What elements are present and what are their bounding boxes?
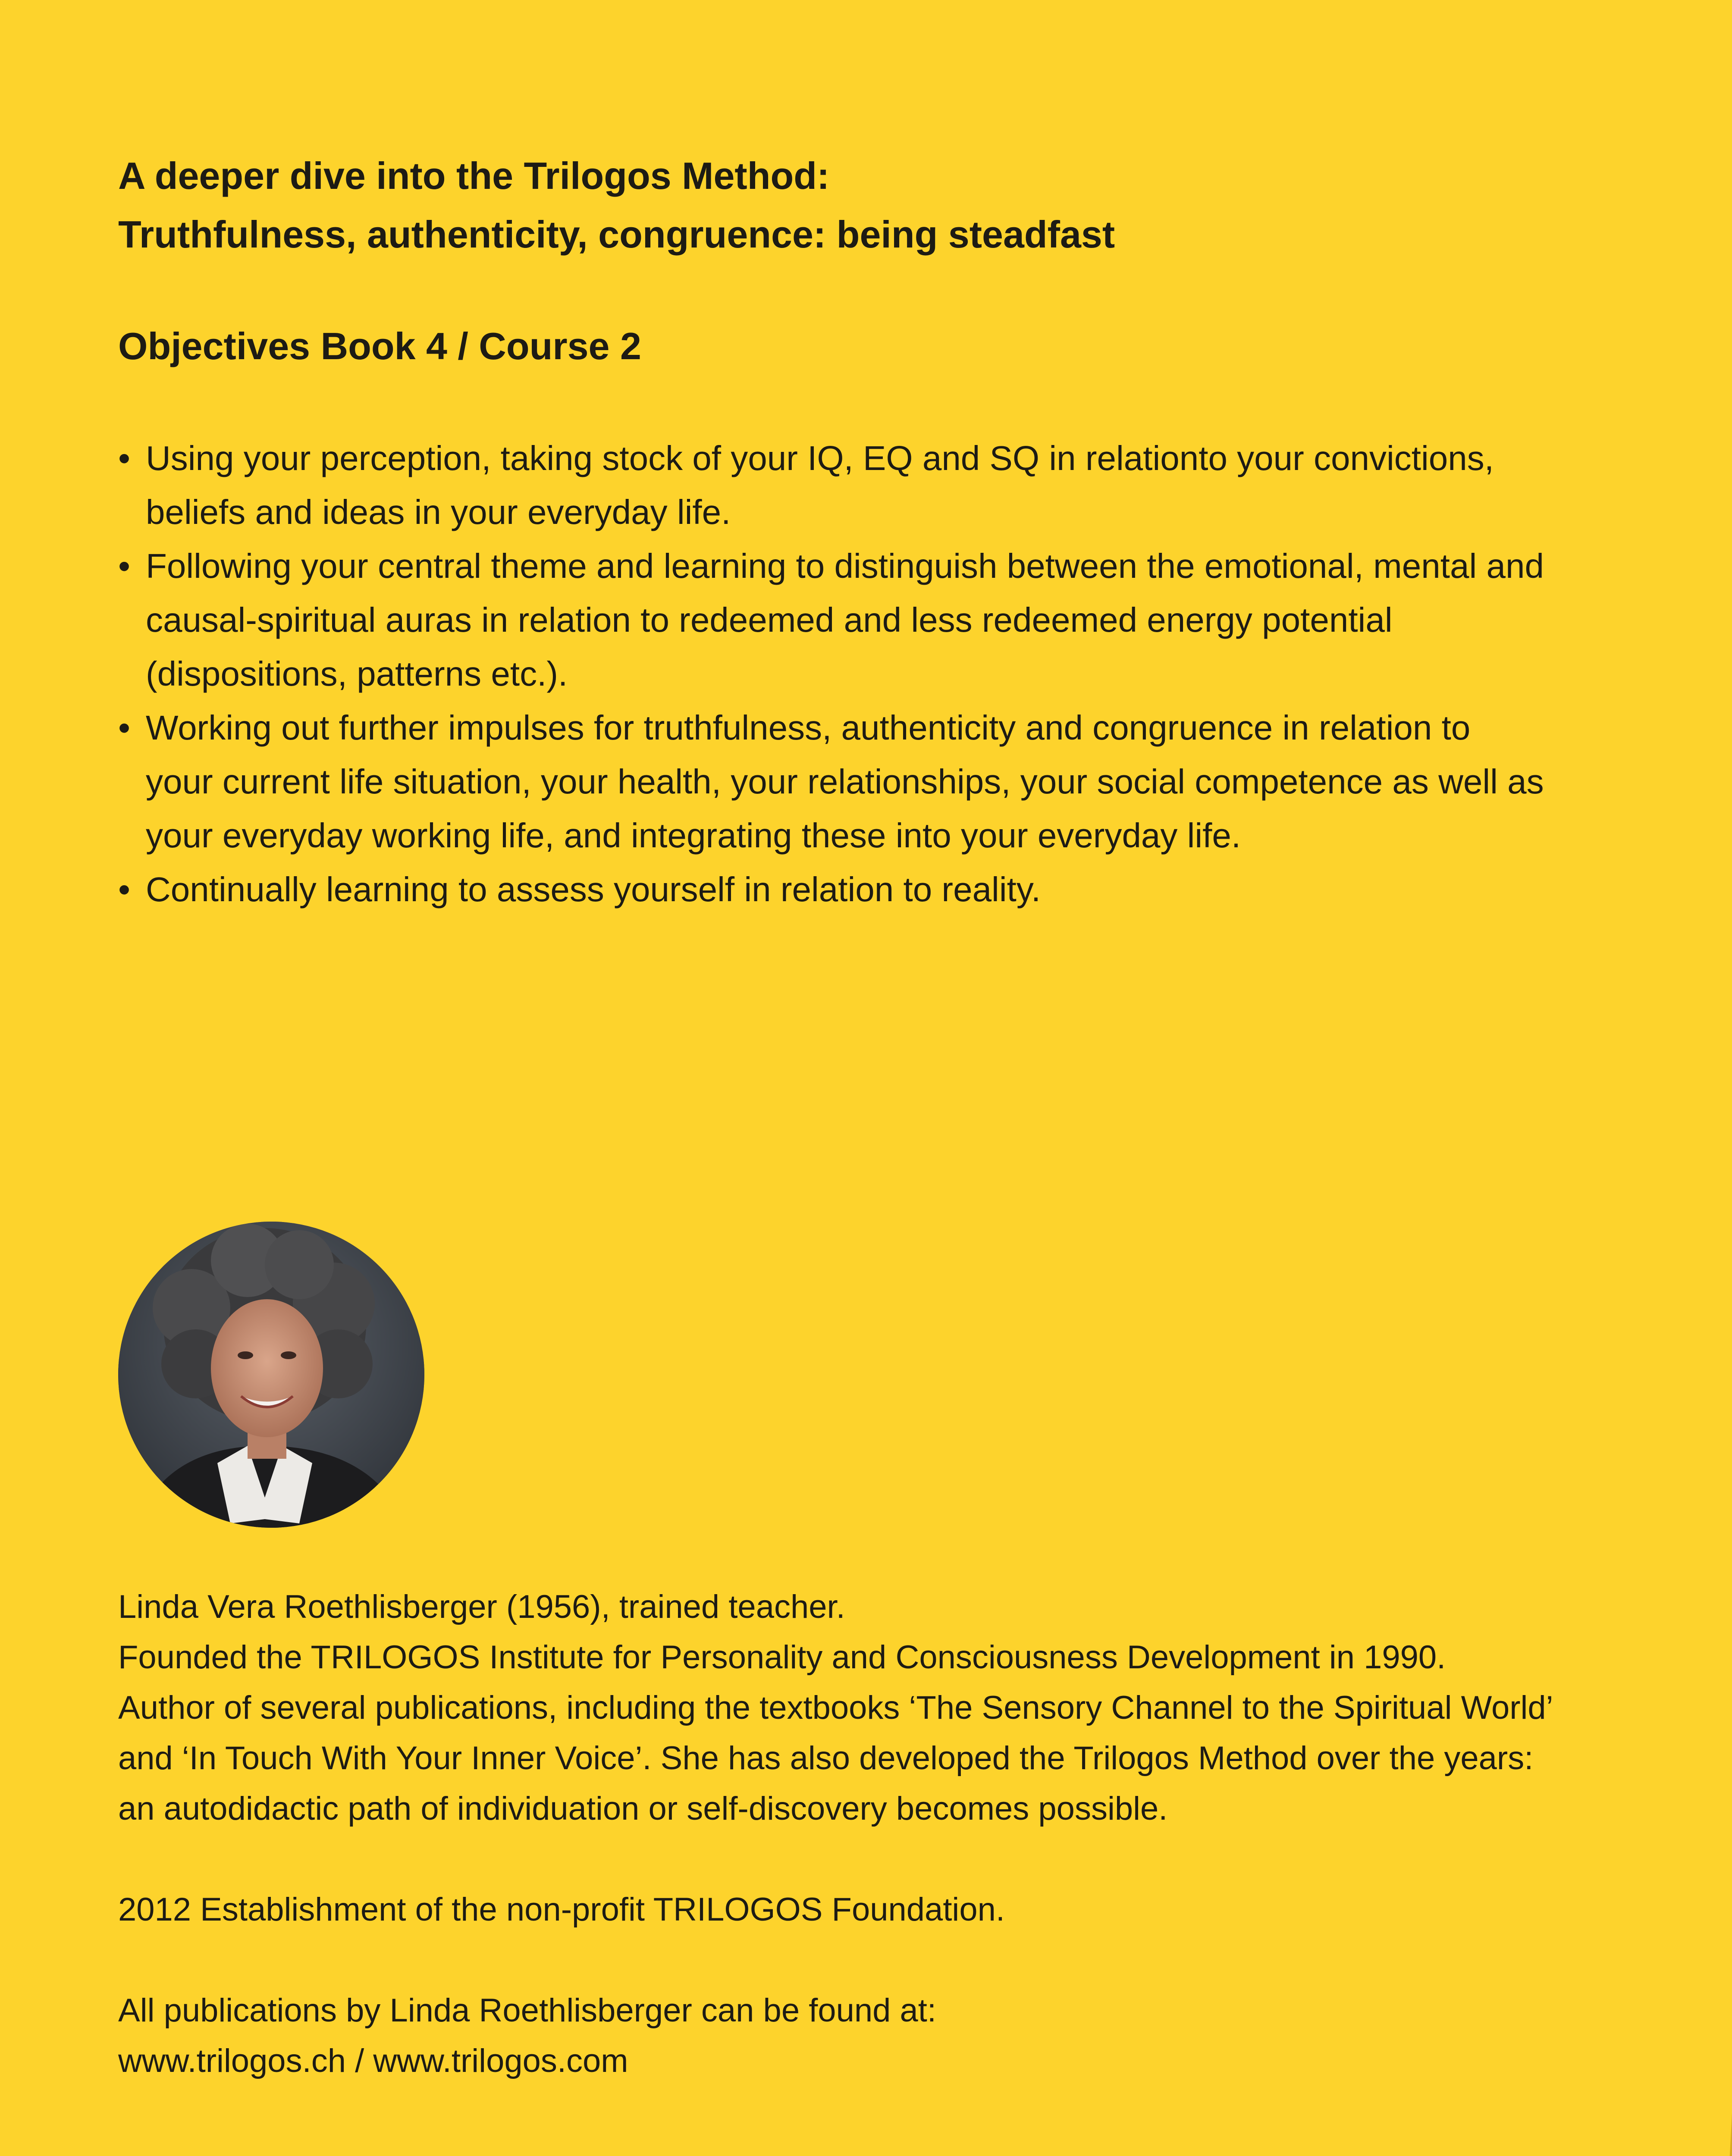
objective-line: beliefs and ideas in your everyday life. [146, 493, 731, 531]
objective-line: your current life situation, your health, your relationships, your social competence as well as [146, 762, 1544, 801]
heading-line-1: A deeper dive into the Trilogos Method: [118, 154, 830, 197]
author-photo-illustration [118, 1222, 424, 1528]
bio-line: and ‘In Touch With Your Inner Voice’. She has also developed the Trilogos Method over the years: [118, 1740, 1534, 1777]
author-bio-paragraph [118, 1582, 1628, 1834]
objective-line: (dispositions, patterns etc.). [146, 655, 568, 693]
bio-line: an autodidactic path of individuation or self-discovery becomes possible. [118, 1790, 1168, 1827]
bio-line: Linda Vera Roethlisberger (1956), trained teacher. [118, 1589, 845, 1625]
objective-item [118, 701, 1593, 862]
author-portrait [118, 1222, 424, 1528]
publications-paragraph [118, 1985, 1628, 2086]
website-urls: www.trilogos.ch / www.trilogos.com [118, 2043, 628, 2079]
objective-line: Continually learning to assess yourself in relation to reality. [146, 870, 1041, 909]
bio-line: Founded the TRILOGOS Institute for Personality and Consciousness Development in 1990. [118, 1639, 1446, 1676]
objective-item [118, 539, 1593, 701]
bullet-glyph: • [118, 870, 131, 909]
bullet-glyph: • [118, 439, 131, 477]
cover-edge-shadow [1715, 2113, 1732, 2156]
cover-heading [118, 147, 1115, 264]
objective-item [118, 431, 1593, 539]
heading-line-2: Truthfulness, authenticity, congruence: being steadfast [118, 213, 1115, 256]
objectives-title: Objectives Book 4 / Course 2 [118, 325, 641, 367]
objective-line: Working out further impulses for truthfulness, authenticity and congruence in relation to [146, 708, 1471, 747]
publications-line: All publications by Linda Roethlisberger can be found at: [118, 1992, 936, 2029]
bullet-glyph: • [118, 708, 131, 747]
objective-line: your everyday working life, and integrating these into your everyday life. [146, 816, 1241, 855]
bullet-glyph: • [118, 547, 131, 585]
objective-line: causal-spiritual auras in relation to redeemed and less redeemed energy potential [146, 601, 1393, 639]
foundation-paragraph [118, 1884, 1628, 1935]
bio-line: Author of several publications, including the textbooks ‘The Sensory Channel to the Spiritual World’ [118, 1689, 1553, 1726]
foundation-line: 2012 Establishment of the non-profit TRILOGOS Foundation. [118, 1891, 1005, 1928]
objectives-list [118, 431, 1593, 916]
author-bio [118, 1582, 1628, 2137]
objective-line: Using your perception, taking stock of your IQ, EQ and SQ in relationto your convictions, [146, 439, 1494, 477]
objective-line: Following your central theme and learning to distinguish between the emotional, mental and [146, 547, 1544, 585]
objective-item [118, 862, 1593, 916]
